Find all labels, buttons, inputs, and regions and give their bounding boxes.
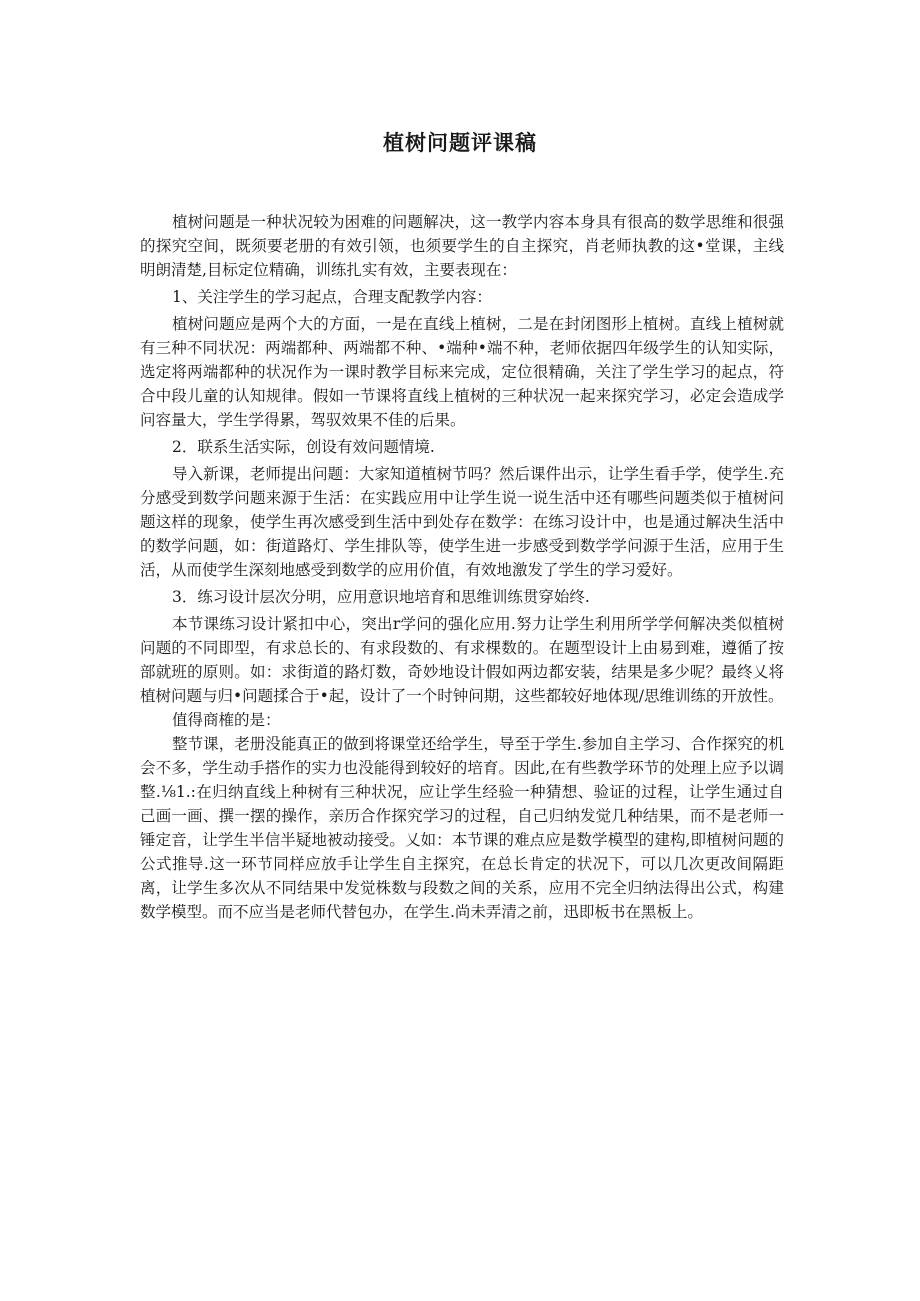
document-body: [140, 210, 784, 924]
paragraph-discussion-lead: 值得商榷的是：: [172, 711, 281, 729]
paragraph-section-2: 导入新课，老师提出问题：大家知道植树节吗？然后课件出示，让学生看手学，使学生.充分感受到数学问题来源于生活：在实践应用中让学生说一说生活中还有哪些问题类似于植树问题这样的现象，使学生再次感受到生活中到处存在数学：在练习设计中，也是通过解决生活中的数学问题，如：街道路灯、学生排队等，使学生进一步感受到数学学问源于生活，应用于生活，从而使学生深刻地感受到数学的应用价值，有效地激发了学生的学习爱好。: [140, 465, 784, 579]
section-heading-1: 1、关注学生的学习起点，合理支配教学内容：: [172, 288, 492, 306]
paragraph-section-3: 本节课练习设计紧扣中心，突出r学问的强化应用.努力让学生利用所学学何解决类似植树问题的不同即型，有求总长的、有求段数的、有求棵数的。在题型设计上由易到难，遵循了按部就班的原则。如：求街道的路灯数，奇妙地设计假如两边都安装，结果是多少呢？最终乂将植树问题与归•问题揉合于•起，设计了一个时钟问期，这些都较好地体现/思维训练的开放性。: [140, 615, 784, 705]
document-title: 植树问题评课稿: [383, 131, 537, 155]
section-heading-2: 2．联系生活实际，创设有效问题情境.: [172, 438, 435, 456]
section-heading-3: 3．练习设计层次分明，应用意识地培育和思维训练贯穿始终.: [172, 588, 590, 606]
paragraph-section-1: 植树问题应是两个大的方面，一是在直线上植树，二是在封闭图形上植树。直线上植树就有三种不同状况：两端都种、两端都不种、•端种•端不种，老师依据四年级学生的认知实际，选定将两端都种的状况作为一课时教学目标来完成，定位很精确，关注了学生学习的起点，符合中段儿童的认知规律。假如一节课将直线上植树的三种状况一起来探究学习，必定会造成学问容量大，学生学得累，驾驭效果不佳的后果。: [140, 315, 784, 429]
paragraph-discussion: 整节课，老册没能真正的做到将课堂还给学生，导至于学生.参加自主学习、合作探究的机会不多，学生动手搭作的实力也没能得到较好的培育。因此,在有些教学环节的处理上应予以调整.⅛1.:在归纳直线上种树有三种状况，应让学生经验一种猜想、验证的过程，让学生通过自己画一画、撰一摆的操作，亲历合作探究学习的过程，自己归纳发觉几种结果，而不是老师一锤定音，让学生半信半疑地被动接受。乂如：本节课的难点应是数学模型的建构,即植树问题的公式推导.这一环节同样应放手让学生自主探究，在总长肯定的状况下，可以几次更改间隔距离，让学生多次从不同结果中发觉株数与段数之间的关系，应用不完全归纳法得出公式，构建数学模型。而不应当是老师代替包办，在学生.尚未弄清之前，迅即板书在黑板上。: [140, 735, 784, 921]
paragraph-intro: 植树问题是一种状况较为困难的问题解决，这一教学内容本身具有很高的数学思维和很强的探究空间，既须要老册的有效引领，也须要学生的自主探究，肖老师执教的这•堂课，主线明朗清楚,目标定位精确，训练扎实有效，主要表现在：: [140, 213, 784, 279]
